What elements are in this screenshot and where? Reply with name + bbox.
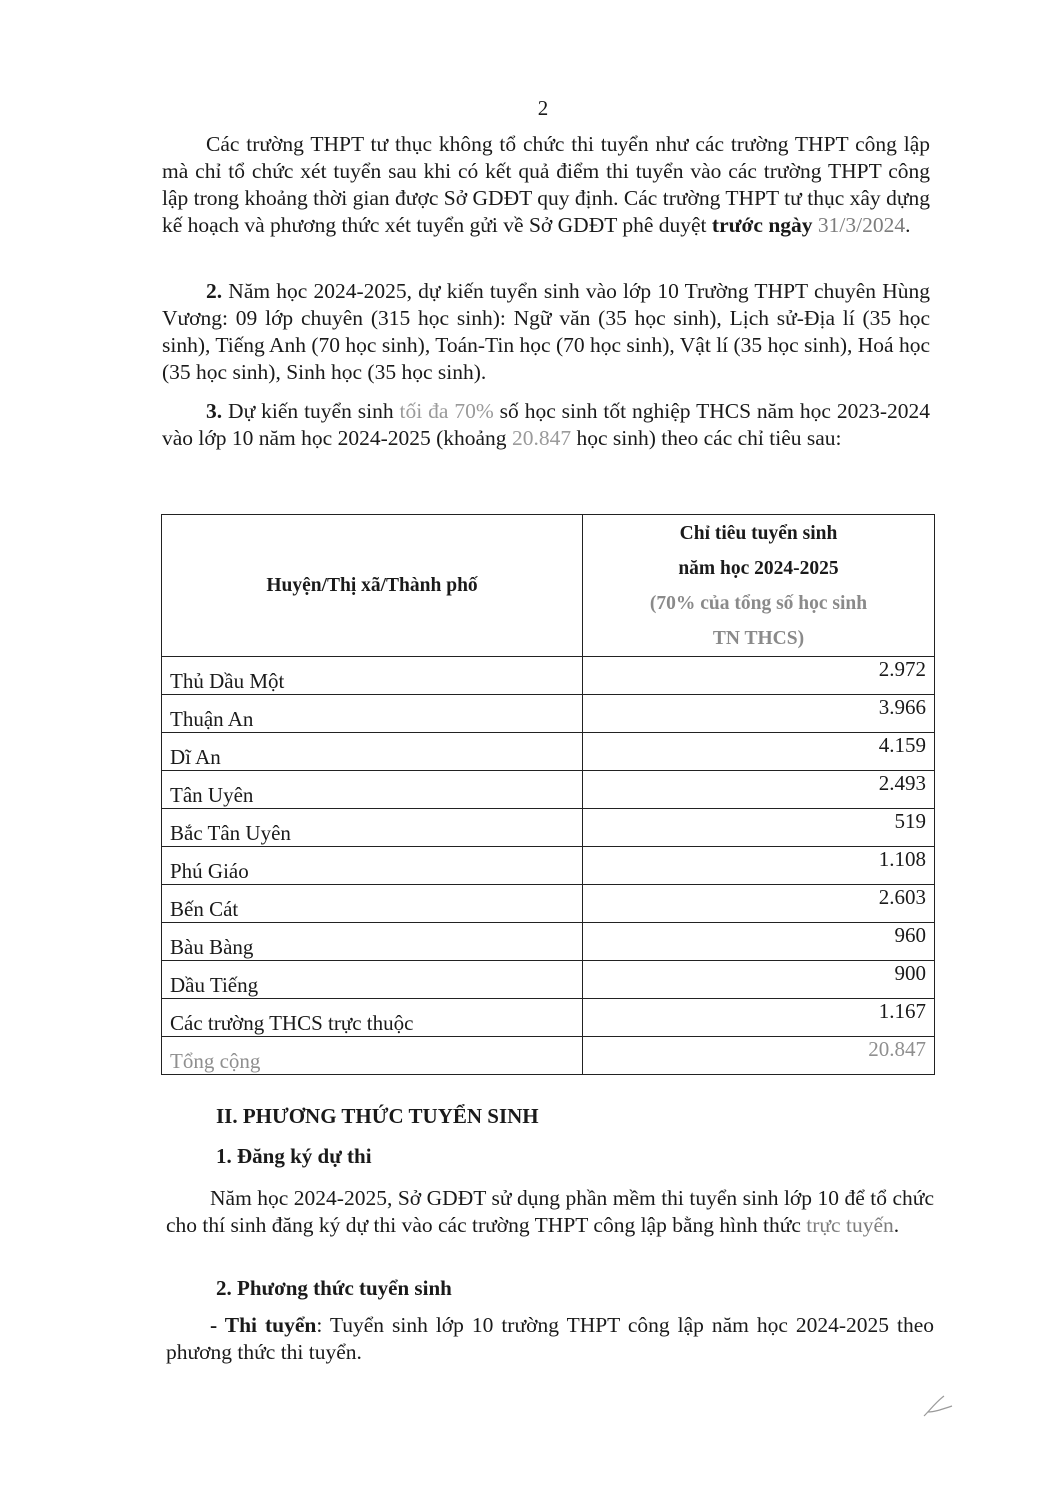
header-district: Huyện/Thị xã/Thành phố (162, 515, 583, 657)
section-heading-methods: II. PHƯƠNG THỨC TUYỂN SINH (216, 1104, 539, 1128)
table-row (162, 657, 935, 695)
paragraph1-text: Các trường THPT tư thục không tổ chức thi tuyển như các trường THPT công lập mà chỉ tổ chức xét tuyển sau khi có kết quả điểm thi tuyển vào các trường THPT công lập trong khoảng thời gian được Sở GDĐT quy định. Các trường THPT tư thục xây dựng kế hoạch và phương thức xét tuyển gửi về Sở GDĐT phê duyệt (162, 132, 930, 237)
paragraph-quota-intro (162, 398, 930, 452)
table-row (162, 923, 935, 961)
paragraph-exam (166, 1312, 934, 1366)
district-quota: 2.493 (583, 771, 935, 809)
table-row (162, 695, 935, 733)
paragraph3-number: 3. (206, 399, 223, 423)
signature-initial-mark (918, 1392, 958, 1422)
district-name: Dĩ An (162, 733, 583, 771)
paragraph-specialized-school (162, 278, 930, 386)
table-total-row (162, 1037, 935, 1075)
header-quota-line1: Chỉ tiêu tuyển sinh (679, 522, 838, 544)
district-name: Phú Giáo (162, 847, 583, 885)
header-quota-line3: (70% của tổng số học sinh (649, 592, 868, 614)
subheading-registration: 1. Đăng ký dự thi (216, 1144, 372, 1168)
table-header-row (162, 515, 935, 657)
district-quota: 1.167 (583, 999, 935, 1037)
subheading-admission-method: 2. Phương thức tuyển sinh (216, 1276, 452, 1300)
paragraph4-faded: trực tuyến (806, 1213, 894, 1237)
district-name: Bàu Bàng (162, 923, 583, 961)
quota-table (161, 514, 935, 1075)
paragraph3-text-b: số học sinh tốt nghiệp THCS năm học 2023-2024 vào lớp 10 năm học 2024-2025 (khoảng (162, 399, 930, 450)
total-value: 20.847 (583, 1037, 935, 1075)
paragraph-private-schools (162, 131, 930, 239)
paragraph1-date: 31/3/2024 (812, 213, 906, 237)
table-row (162, 809, 935, 847)
paragraph4-end: . (893, 1213, 900, 1237)
paragraph3-text-c: học sinh) theo các chỉ tiêu sau: (571, 426, 842, 450)
table-row (162, 999, 935, 1037)
table-row (162, 847, 935, 885)
district-quota: 960 (583, 923, 935, 961)
paragraph2-number: 2. (206, 279, 223, 303)
district-name: Các trường THCS trực thuộc (162, 999, 583, 1037)
paragraph2-text: Năm học 2024-2025, dự kiến tuyển sinh vào lớp 10 Trường THPT chuyên Hùng Vương: 09 lớp chuyên (315 học sinh): Ngữ văn (35 học sinh), Lịch sử-Địa lí (35 học sinh), Tiếng Anh (70 học sinh), Toán-Tin học (70 học sinh), Vật lí (35 học sinh), Hoá học (35 học sinh), Sinh học (35 học sinh). (162, 279, 930, 384)
district-name: Thủ Dầu Một (162, 657, 583, 695)
district-quota: 2.603 (583, 885, 935, 923)
district-quota: 4.159 (583, 733, 935, 771)
paragraph5-lead: - Thi tuyển (210, 1313, 317, 1337)
district-quota: 1.108 (583, 847, 935, 885)
total-label: Tổng cộng (162, 1037, 583, 1075)
page-number: 2 (537, 96, 549, 120)
district-name: Dầu Tiếng (162, 961, 583, 999)
table-row (162, 771, 935, 809)
table-row (162, 961, 935, 999)
district-quota: 519 (583, 809, 935, 847)
paragraph1-bold: trước ngày (711, 213, 813, 237)
district-name: Bắc Tân Uyên (162, 809, 583, 847)
paragraph5-text: : Tuyển sinh lớp 10 trường THPT công lập năm học 2024-2025 theo phương thức thi tuyển. (166, 1313, 934, 1364)
district-quota: 3.966 (583, 695, 935, 733)
paragraph-registration (166, 1185, 934, 1239)
district-quota: 2.972 (583, 657, 935, 695)
header-quota (583, 515, 935, 657)
district-name: Thuận An (162, 695, 583, 733)
header-quota-line2: năm học 2024-2025 (678, 557, 839, 579)
header-quota-line4: TN THCS) (712, 627, 805, 649)
table-row (162, 885, 935, 923)
paragraph3-text-a: Dự kiến tuyển sinh (222, 399, 400, 423)
table-row (162, 733, 935, 771)
paragraph4-text: Năm học 2024-2025, Sở GDĐT sử dụng phần mềm thi tuyển sinh lớp 10 để tổ chức cho thí sinh đăng ký dự thi vào các trường THPT công lập bằng hình thức (166, 1186, 934, 1237)
paragraph3-faded-b: 20.847 (511, 426, 572, 450)
district-name: Bến Cát (162, 885, 583, 923)
paragraph1-end: . (905, 213, 911, 237)
paragraph3-faded-a: tối đa 70% (399, 399, 494, 423)
district-quota: 900 (583, 961, 935, 999)
district-name: Tân Uyên (162, 771, 583, 809)
